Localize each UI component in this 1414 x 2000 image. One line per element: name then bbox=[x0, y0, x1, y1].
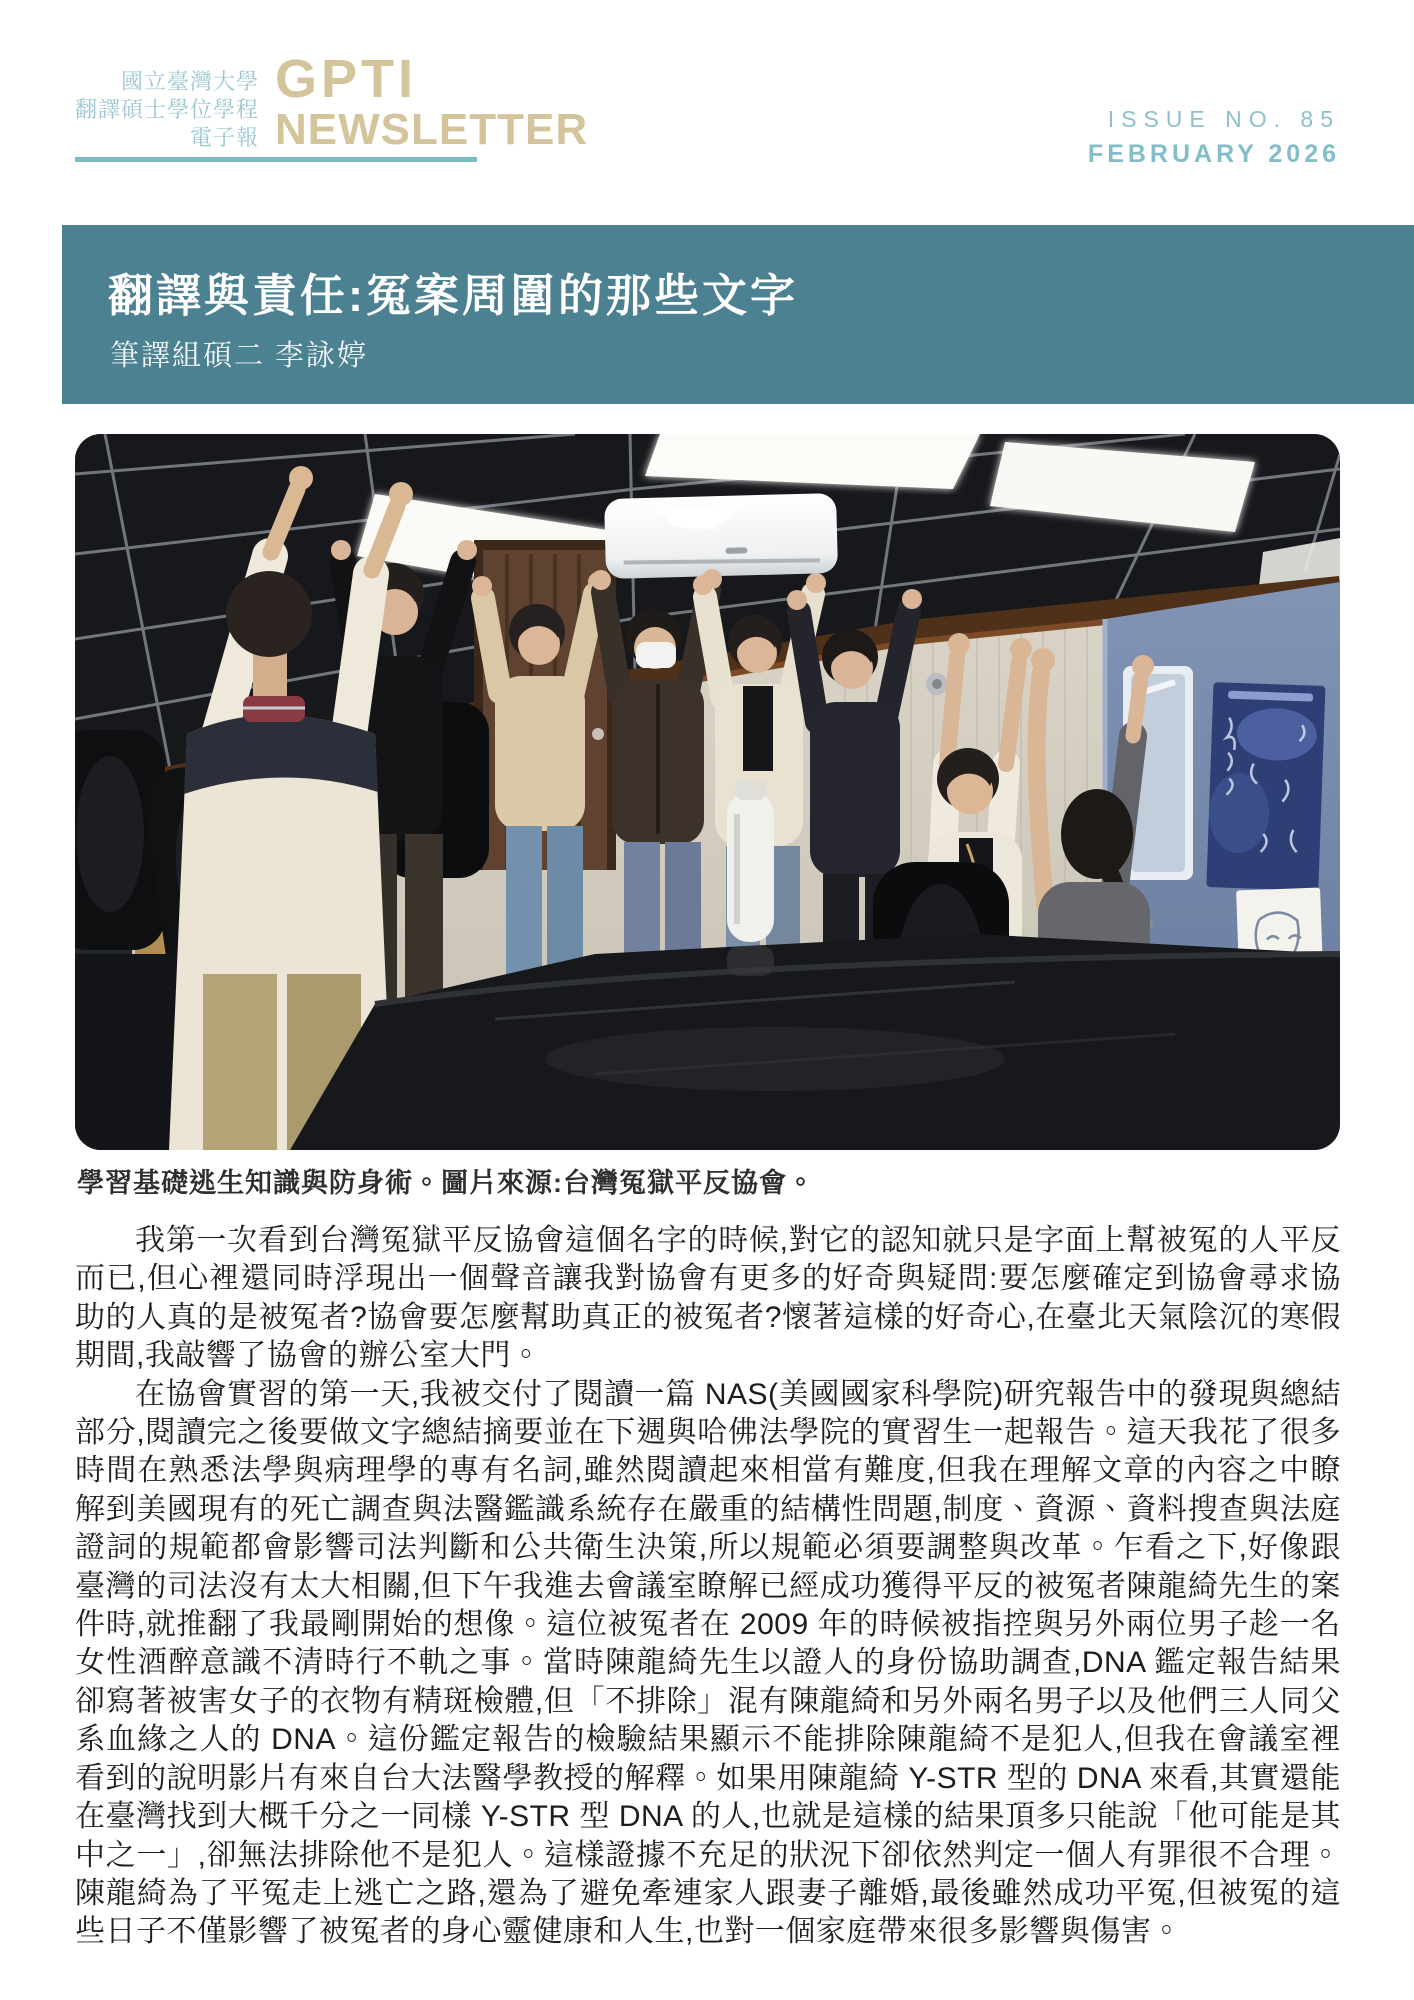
issue-block bbox=[1088, 106, 1340, 169]
article-paragraph: 在協會實習的第一天,我被交付了閱讀一篇 NAS(美國國家科學院)研究報告中的發現與總結部分,閱讀完之後要做文字總結摘要並在下週與哈佛法學院的實習生一起報告。這天我花了很多時間在熟悉法學與病理學的專有名詞,雖然閱讀起來相當有難度,但我在理解文章的內容之中瞭解到美國現有的死亡調查與法醫鑑識系統存在嚴重的結構性問題,制度、資源、資料搜查與法庭證詞的規範都會影響司法判斷和公共衛生決策,所以規範必須要調整與改革。乍看之下,好像跟臺灣的司法沒有太大相關,但下午我進去會議室瞭解已經成功獲得平反的被冤者陳龍綺先生的案件時,就推翻了我最剛開始的想像。這位被冤者在 2009 年的時候被指控與另外兩位男子趁一名女性酒醉意識不清時行不軌之事。當時陳龍綺先生以證人的身份協助調查,DNA 鑑定報告結果卻寫著被害女子的衣物有精斑檢體,但「不排除」混有陳龍綺和另外兩名男子以及他們三人同父系血緣之人的 DNA。這份鑑定報告的檢驗結果顯示不能排除陳龍綺不是犯人,但我在會議室裡看到的說明影片有來自台大法醫學教授的解釋。如果用陳龍綺 Y-STR 型的 DNA 來看,其實還能在臺灣找到大概千分之一同樣 Y-STR 型 DNA 的人,也就是這樣的結果頂多只能說「他可能是其中之一」,卻無法排除他不是犯人。這樣證據不充足的狀況下卻依然判定一個人有罪很不合理。陳龍綺為了平冤走上逃亡之路,還為了避免牽連家人跟妻子離婚,最後雖然成功平冤,但被冤的這些日子不僅影響了被冤者的身心靈健康和人生,也對一個家庭帶來很多影響與傷害。 bbox=[75, 1377, 1341, 1949]
classroom-photo-illustration bbox=[75, 434, 1340, 1150]
issue-date: FEBRUARY 2026 bbox=[1087, 140, 1340, 168]
issue-number: ISSUE NO. 85 bbox=[1107, 106, 1340, 132]
logo-line2: NEWSLETTER bbox=[275, 105, 589, 154]
program-name bbox=[75, 68, 259, 152]
article-paragraph: 我第一次看到台灣冤獄平反協會這個名字的時候,對它的認知就只是字面上幫被冤的人平反而已,但心裡還同時浮現出一個聲音讓我對協會有更多的好奇與疑問:要怎麼確定到協會尋求協助的人真的是被冤者?協會要怎麼幫助真正的被冤者?懷著這樣的好奇心,在臺北天氣陰沉的寒假期間,我敲響了協會的辦公室大門。 bbox=[75, 1224, 1341, 1373]
logo-line1: GPTI bbox=[275, 49, 418, 109]
article-photo bbox=[75, 434, 1340, 1150]
program-name-line: 電子報 bbox=[190, 125, 260, 150]
masthead-underline bbox=[75, 157, 477, 162]
program-name-line: 翻譯碩士學位學程 bbox=[75, 97, 260, 122]
gpti-logo bbox=[275, 49, 589, 154]
article-title: 翻譯與責任:冤案周圍的那些文字 bbox=[108, 270, 798, 321]
article-body bbox=[75, 1222, 1341, 1952]
program-name-line: 國立臺灣大學 bbox=[121, 69, 260, 94]
photo-caption: 學習基礎逃生知識與防身術。圖片來源:台灣冤獄平反協會。 bbox=[77, 1168, 815, 1198]
title-banner bbox=[62, 225, 1414, 404]
masthead bbox=[75, 49, 589, 154]
article-author: 筆譯組碩二 李詠婷 bbox=[110, 340, 369, 372]
